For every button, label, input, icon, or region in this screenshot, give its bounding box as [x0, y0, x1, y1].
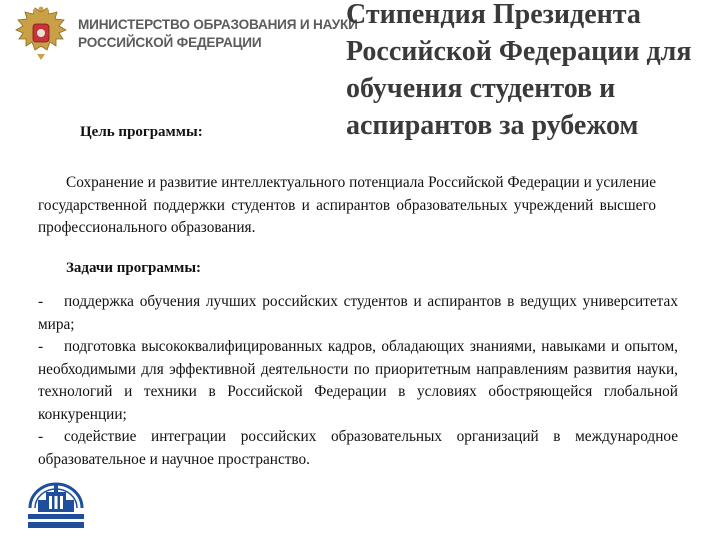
task-text: содействие интеграции российских образовательных организаций в международное образовательное и научное пространство. — [38, 428, 678, 468]
ministry-name — [78, 16, 358, 52]
list-item — [38, 426, 678, 471]
slide-title-line: аспирантов за рубежом — [346, 110, 639, 141]
double-headed-eagle-icon — [12, 6, 70, 62]
task-text: поддержка обучения лучших российских студентов и аспирантов в ведущих университетах мира; — [38, 293, 678, 333]
ministry-logo — [12, 6, 358, 62]
task-text: подготовка высококвалифицированных кадров, обладающих знаниями, навыками и опытом, необходимыми для эффективной деятельности по приоритетным направлениям развития науки, технологий и техники в Российской Федерации в условиях обостряющейся глобальной конкуренции; — [38, 338, 678, 423]
slide-title-line: обучения студентов и — [346, 73, 616, 104]
list-item — [38, 291, 678, 336]
slide-title — [346, 0, 716, 144]
tasks-list — [38, 291, 678, 471]
goal-heading: Цель программы: — [80, 124, 203, 140]
slide-title-line: Стипендия Президента — [346, 0, 641, 30]
university-building-logo-icon — [24, 478, 88, 532]
ministry-name-line1: МИНИСТЕРСТВО ОБРАЗОВАНИЯ И НАУКИ — [78, 17, 358, 32]
list-marker: - — [38, 428, 44, 445]
list-item — [38, 336, 678, 426]
tasks-heading: Задачи программы: — [66, 260, 202, 276]
slide-title-line: Российской Федерации для — [346, 36, 692, 67]
list-marker: - — [38, 293, 44, 310]
list-marker: - — [38, 338, 44, 355]
goal-paragraph: Сохранение и развитие интеллектуального потенциала Российской Федерации и усиление государственной поддержки студентов и аспирантов образовательных учреждений высшего профессионального образования. — [38, 174, 656, 236]
ministry-name-line2: РОССИЙСКОЙ ФЕДЕРАЦИИ — [78, 35, 262, 50]
